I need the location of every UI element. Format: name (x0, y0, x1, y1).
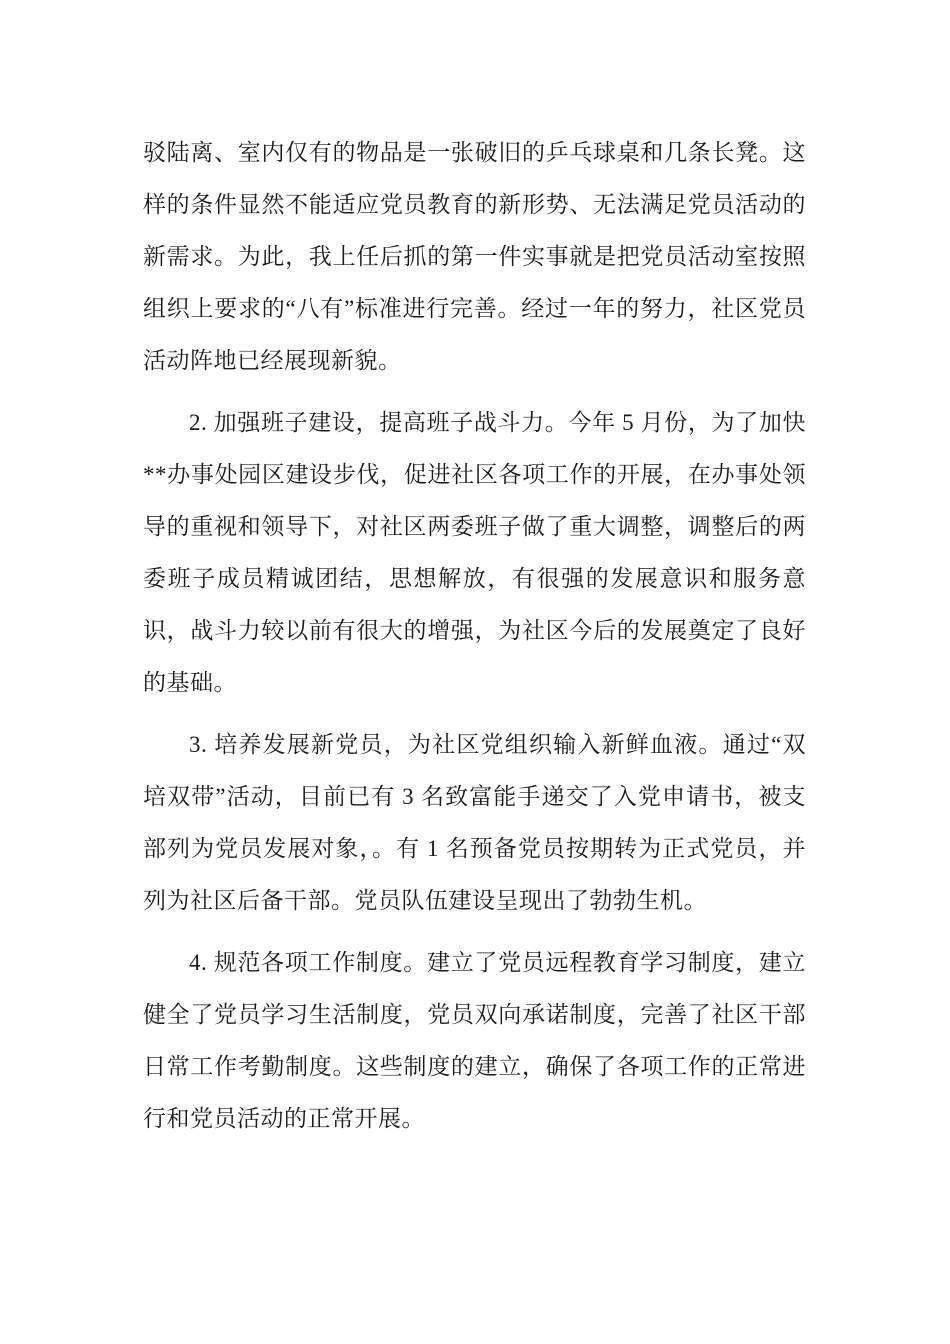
paragraph-item-2: 2. 加强班子建设，提高班子战斗力。今年 5 月份，为了加快**办事处园区建设步伐，促进社区各项工作的开展，在办事处领导的重视和领导下，对社区两委班子做了重大调整，调整后的两委班子成员精诚团结，思想解放，有很强的发展意识和服务意识，战斗力较以前有很大的增强，为社区今后的发展奠定了良好的基础。 (143, 410, 806, 695)
paragraph-continuation: 驳陆离、室内仅有的物品是一张破旧的乒乓球桌和几条长凳。这样的条件显然不能适应党员教育的新形势、无法满足党员活动的新需求。为此，我上任后抓的第一件实事就是把党员活动室按照组织上要求的“八有”标准进行完善。经过一年的努力，社区党员活动阵地已经展现新貌。 (143, 140, 806, 373)
paragraph-item-4: 4. 规范各项工作制度。建立了党员远程教育学习制度，建立健全了党员学习生活制度，党员双向承诺制度，完善了社区干部日常工作考勤制度。这些制度的建立，确保了各项工作的正常进行和党员活动的正常开展。 (143, 950, 806, 1131)
paragraph-item-3: 3. 培养发展新党员，为社区党组织输入新鲜血液。通过“双培双带”活动，目前已有 3 名致富能手递交了入党申请书，被支部列为党员发展对象，。有 1 名预备党员按期转为正式党员，并列为社区后备干部。党员队伍建设呈现出了勃勃生机。 (143, 732, 806, 913)
